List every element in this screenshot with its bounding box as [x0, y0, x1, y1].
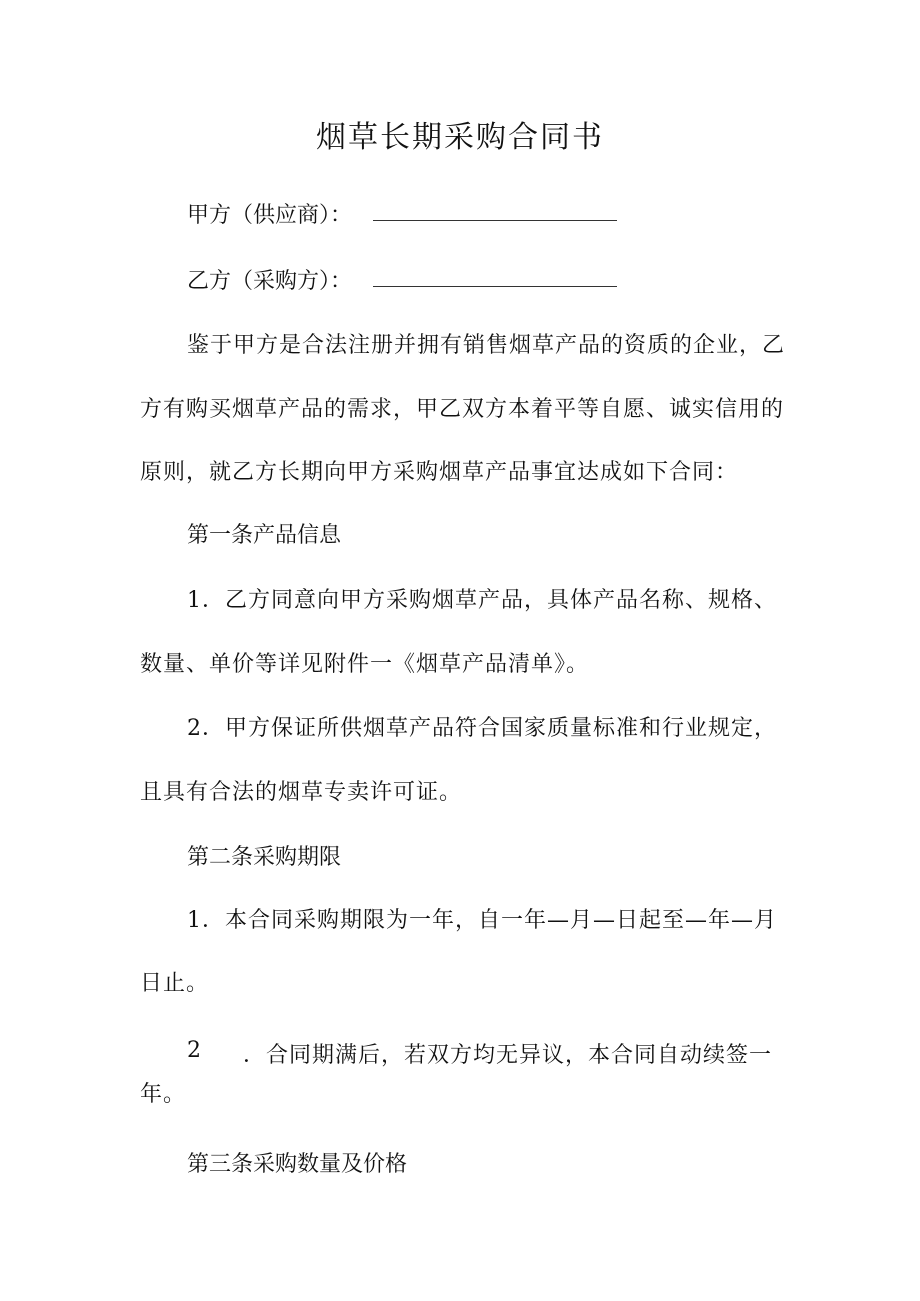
article-2-item-2-line-2: 年。 [140, 1082, 187, 1107]
article-2-item-1-line-2: 日止。 [140, 971, 210, 996]
article-1-item-1-line-2: 数量、单价等详见附件一《烟草产品清单》。 [140, 652, 590, 677]
article-1-item-2-line-2: 且具有合法的烟草专卖许可证。 [140, 780, 463, 805]
document-title: 烟草长期采购合同书 [316, 120, 604, 155]
preamble-line-3: 原则，就乙方长期向甲方采购烟草产品事宜达成如下合同： [140, 460, 739, 485]
article-2-item-1-line-1: 1．本合同采购期限为一年，自一年—月—日起至—年—月 [187, 908, 777, 933]
article-3-heading: 第三条采购数量及价格 [187, 1152, 408, 1177]
article-1-item-2-line-1: 2．甲方保证所供烟草产品符合国家质量标准和行业规定， [187, 716, 777, 741]
article-2-heading: 第二条采购期限 [187, 845, 342, 870]
article-2-item-2-number: 2 [187, 1038, 202, 1063]
preamble-line-1: 鉴于甲方是合法注册并拥有销售烟草产品的资质的企业，乙 [187, 333, 786, 358]
party-b-label: 乙方（采购方）： [187, 269, 353, 294]
party-a-label: 甲方（供应商）： [187, 203, 353, 228]
article-2-item-2-line-1: ．合同期满后，若双方均无异议，本合同自动续签一 [243, 1043, 773, 1068]
party-b-blank-line [373, 286, 617, 287]
article-1-item-1-line-1: 1．乙方同意向甲方采购烟草产品，具体产品名称、规格、 [187, 588, 777, 613]
party-a-blank-line [373, 220, 617, 221]
article-1-heading: 第一条产品信息 [187, 523, 342, 548]
preamble-line-2: 方有购买烟草产品的需求，甲乙双方本着平等自愿、诚实信用的 [140, 397, 785, 422]
